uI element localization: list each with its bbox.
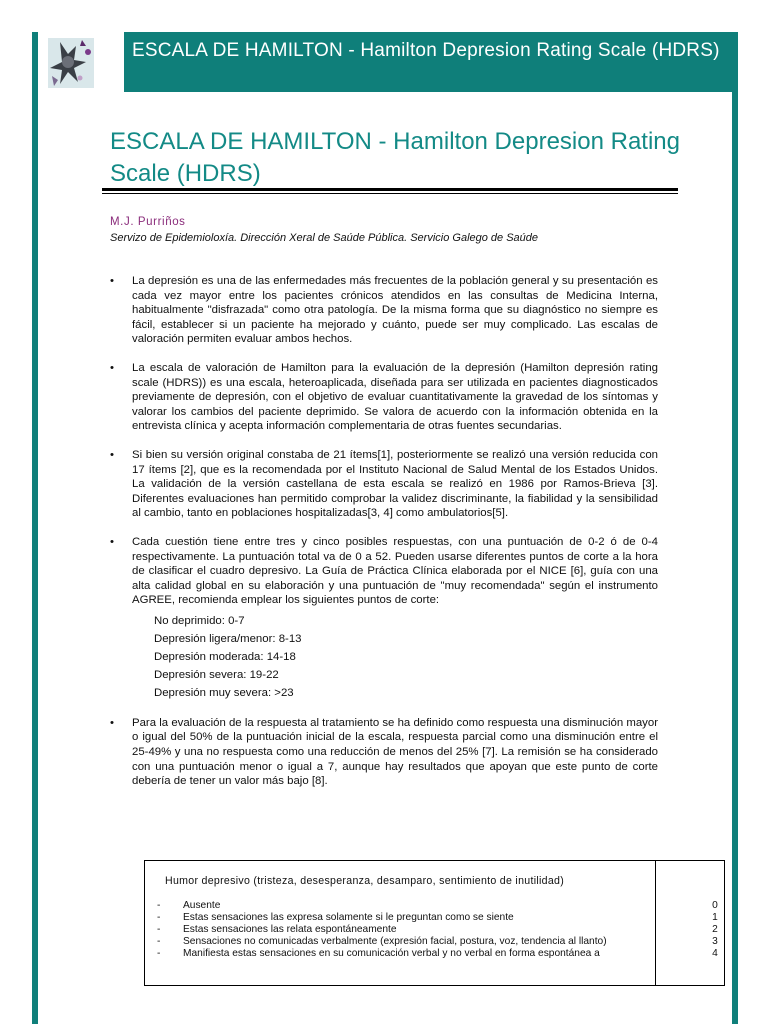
- paragraph-text: Para la evaluación de la respuesta al tratamiento se ha definido como respuesta una disminución mayor o igual del 50% de la puntuación inicial de la escala, respuesta parcial como una disminución entre el 25-49% y una no respuesta como una reducción de menos del 25% [7]. La remisión se ha considerado con una puntuación menor o igual a 7, aunque hay resultados que apoyan que este punto de corte debería de tener un valor más bajo [8].: [132, 716, 658, 788]
- paragraph-text: Cada cuestión tiene entre tres y cinco posibles respuestas, con una puntuación de 0-2 ó de 0-4 respectivamente. La puntuación total va de 0 a 52. Pueden usarse diferentes puntos de corte a la hora de clasificar el cuadro depresivo. La Guía de Práctica Clínica elaborada por el NICE [6], guía con una alta calidad global en su elaboración y una puntuación de "muy recomendada" según el instrumento AGREE, recomienda emplear los siguientes puntos de corte:: [132, 535, 658, 607]
- table-row: [157, 948, 647, 960]
- table-row-text: Estas sensaciones las expresa solamente si le preguntan como se siente: [183, 912, 514, 923]
- cutoff-item: No deprimido: 0-7: [154, 614, 245, 627]
- dash-icon: -: [157, 924, 161, 935]
- cutoff-item: Depresión muy severa: >23: [154, 686, 294, 699]
- author-affiliation: Servizo de Epidemioloxía. Dirección Xeral de Saúde Pública. Servicio Galego de Saúde: [110, 232, 539, 244]
- paragraph: [110, 274, 658, 347]
- frame-right-border: [732, 32, 738, 1024]
- frame-left-border: [32, 32, 38, 1024]
- cutoff-item: Depresión moderada: 14-18: [154, 650, 296, 663]
- logo: [38, 32, 124, 92]
- paragraph-list: [110, 274, 658, 803]
- bullet-icon: •: [110, 361, 114, 374]
- score-value: 1: [712, 912, 718, 923]
- dash-icon: -: [157, 900, 161, 911]
- table-row: [157, 936, 647, 948]
- table-scores: [705, 900, 725, 960]
- item-table: [144, 860, 725, 986]
- table-row-text: Ausente: [183, 900, 221, 911]
- table-row: [157, 924, 647, 936]
- table-row-text: Sensaciones no comunicadas verbalmente (expresión facial, postura, voz, tendencia al llanto): [183, 936, 607, 947]
- paragraph: [110, 535, 658, 702]
- cutoff-item: Depresión severa: 19-22: [154, 668, 279, 681]
- table-row: [157, 912, 647, 924]
- table-row-text: Estas sensaciones las relata espontáneamente: [183, 924, 397, 935]
- paragraph-text: La depresión es una de las enfermedades más frecuentes de la población general y su presentación es cada vez mayor entre los pacientes crónicos atendidos en las consultas de Medicina Interna, habitualmente "disfrazada" como otra patología. De la misma forma que su diagnóstico no siempre es fácil, establecer si un paciente ha mejorado y cuánto, puede ser muy complicado. Las escalas de valoración permiten evaluar ambos hechos.: [132, 275, 658, 346]
- dash-icon: -: [157, 936, 161, 947]
- paragraph: [110, 361, 658, 434]
- dash-icon: -: [157, 948, 161, 959]
- logo-figure-icon: [38, 32, 124, 92]
- paragraph-text: La escala de valoración de Hamilton para la evaluación de la depresión (Hamilton depresión rating scale (HDRS)) es una escala, heteroaplicada, diseñada para ser utilizada en pacientes diagnosticados previamente de depresión, con el objetivo de evaluar cuantitativamente la gravedad de los síntomas y valorar los cambios del paciente deprimido. Se valora de acuerdo con la información obtenida en la entrevista clínica y acepta información complementaria de otras fuentes secundarias.: [132, 361, 658, 433]
- table-column-divider: [655, 861, 656, 985]
- bullet-icon: •: [110, 716, 114, 729]
- header-title: ESCALA DE HAMILTON - Hamilton Depresion Rating Scale (HDRS): [132, 40, 720, 61]
- bullet-icon: •: [110, 275, 114, 287]
- author-name: M.J. Purriños: [110, 216, 186, 228]
- table-row: [157, 900, 647, 912]
- title-divider-thin: [102, 193, 678, 194]
- table-row-text: Manifiesta estas sensaciones en su comunicación verbal y no verbal en forma espontánea a: [183, 948, 600, 959]
- table-options: [157, 900, 647, 960]
- paragraph-text: Si bien su versión original constaba de 21 ítems[1], posteriormente se realizó una versión reducida con 17 ítems [2], que es la recomendada por el Instituto Nacional de Salud Mental de los Estados Unidos. La validación de la versión castellana de esta escala se realizó en 1986 por Ramos-Brieva [3]. Diferentes evaluaciones han permitido comprobar la validez discriminante, la fiabilidad y la sensibilidad al cambio, tanto en poblaciones hospitalizadas[3, 4] como ambulatorios[5].: [132, 448, 658, 520]
- score-value: 4: [712, 948, 718, 959]
- paragraph: [110, 448, 658, 521]
- score-value: 0: [712, 900, 718, 911]
- dash-icon: -: [157, 912, 161, 923]
- score-value: 2: [712, 924, 718, 935]
- title-divider-thick: [102, 188, 678, 191]
- cutoff-list: [154, 612, 658, 702]
- paragraph: [110, 716, 658, 789]
- bullet-icon: •: [110, 448, 114, 461]
- page-title: ESCALA DE HAMILTON - Hamilton Depresion Rating Scale (HDRS): [110, 128, 680, 187]
- bullet-icon: •: [110, 535, 114, 548]
- table-heading: Humor depresivo (tristeza, desesperanza, desamparo, sentimiento de inutilidad): [165, 875, 565, 887]
- cutoff-item: Depresión ligera/menor: 8-13: [154, 632, 302, 645]
- score-value: 3: [712, 936, 718, 947]
